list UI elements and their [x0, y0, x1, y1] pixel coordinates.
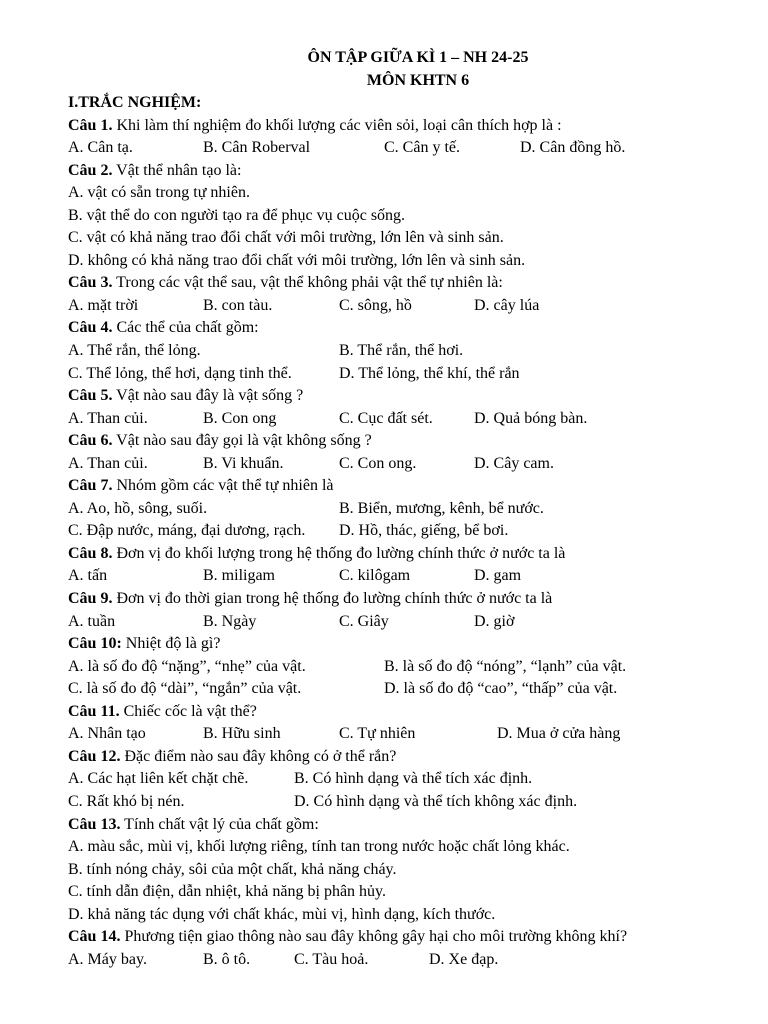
- question-4: [68, 317, 748, 340]
- option-a: A. Các hạt liên kết chặt chẽ.: [68, 770, 249, 788]
- option-d: D. gam: [474, 567, 522, 585]
- option-b: B. ô tô.: [203, 950, 251, 968]
- option-d: D. Hồ, thác, giếng, bể bơi.: [339, 522, 509, 540]
- options-row: [68, 408, 748, 431]
- question-label: Câu 5.: [68, 387, 113, 405]
- section-heading: I.TRẮC NGHIỆM:: [68, 94, 202, 111]
- option-a: A. Ao, hồ, sông, suối.: [68, 499, 208, 517]
- question-text: Nhiệt độ là gì?: [121, 635, 221, 653]
- option-b: B. là số đo độ “nóng”, “lạnh” của vật.: [384, 657, 627, 675]
- options-row: [68, 949, 748, 972]
- option-c: C. sông, hồ: [339, 296, 412, 314]
- question-11: [68, 701, 748, 724]
- option-b: B. Ngày: [203, 612, 257, 630]
- option-d: D. Có hình dạng và thể tích không xác định.: [294, 792, 578, 810]
- options-row: [68, 295, 748, 318]
- option-b: B. Thể rắn, thể hơi.: [339, 342, 464, 360]
- question-label: Câu 13.: [68, 815, 121, 833]
- question-text: Vật nào sau đây là vật sống ?: [112, 387, 304, 405]
- option-b: B. Biển, mương, kênh, bể nước.: [339, 499, 544, 517]
- option-d: D. cây lúa: [474, 296, 540, 314]
- doc-title: ÔN TẬP GIỮA KÌ 1 – NH 24-25: [307, 49, 529, 66]
- question-text: Trong các vật thể sau, vật thể không phải vật thể tự nhiên là:: [112, 274, 503, 292]
- question-label: Câu 2.: [68, 161, 113, 179]
- option-c: C. Đập nước, máng, đại dương, rạch.: [68, 522, 306, 540]
- question-10: [68, 633, 748, 656]
- option-c: C. Thể lỏng, thể hơi, dạng tinh thể.: [68, 364, 292, 382]
- option-b: B. con tàu.: [203, 296, 273, 314]
- question-label: Câu 3.: [68, 274, 113, 292]
- question-text: Nhóm gồm các vật thể tự nhiên là: [112, 477, 334, 495]
- question-label: Câu 1.: [68, 116, 113, 134]
- option-c: C. Rất khó bị nén.: [68, 792, 185, 810]
- question-text: Đơn vị đo thời gian trong hệ thống đo lường chính thức ở nước ta là: [112, 590, 553, 608]
- question-text: Tính chất vật lý của chất gồm:: [120, 815, 319, 833]
- question-label: Câu 6.: [68, 432, 113, 450]
- question-text: Đặc điểm nào sau đây không có ở thể rắn?: [120, 747, 397, 765]
- option-d: D. Xe đạp.: [429, 950, 499, 968]
- option-a: A. Nhân tạo: [68, 725, 146, 743]
- options-row: [68, 565, 748, 588]
- options-row: [68, 498, 748, 521]
- question-label: Câu 11.: [68, 702, 120, 720]
- option-c: C. Cục đất sét.: [339, 409, 433, 427]
- option-d: D. Quả bóng bàn.: [474, 409, 588, 427]
- question-label: Câu 10:: [68, 635, 122, 653]
- question-text: Vật thể nhân tạo là:: [112, 161, 242, 179]
- option-a: A. tuần: [68, 612, 116, 630]
- option-d: D. không có khả năng trao đổi chất với môi trường, lớn lên và sinh sản.: [68, 251, 526, 269]
- option-d: D. Cân đồng hồ.: [520, 139, 626, 157]
- options-row: [68, 656, 748, 679]
- option-a: A. Máy bay.: [68, 950, 147, 968]
- options-row: [68, 453, 748, 476]
- option-c: C. Cân y tế.: [384, 139, 460, 157]
- option-a: A. tấn: [68, 567, 108, 585]
- option-a: A. là số đo độ “nặng”, “nhẹ” của vật.: [68, 657, 306, 675]
- option-b: B. tính nóng chảy, sôi của một chất, khả năng cháy.: [68, 860, 397, 878]
- question-13: [68, 814, 748, 837]
- options-row: [68, 340, 748, 363]
- question-text: Phương tiện giao thông nào sau đây không gây hại cho môi trường không khí?: [120, 928, 628, 946]
- option-a: A. Thể rắn, thể lỏng.: [68, 342, 201, 360]
- question-label: Câu 9.: [68, 590, 113, 608]
- question-text: Chiếc cốc là vật thể?: [119, 702, 257, 720]
- option-a: A. Than củi.: [68, 409, 148, 427]
- option-b: B. Có hình dạng và thể tích xác định.: [294, 770, 533, 788]
- option-d: D. là số đo độ “cao”, “thấp” của vật.: [384, 680, 618, 698]
- question-text: Khi làm thí nghiệm đo khối lượng các viên sỏi, loại cân thích hợp là :: [112, 116, 562, 134]
- option-b: B. Con ong: [203, 409, 277, 427]
- option-c: C. Tự nhiên: [339, 725, 416, 743]
- options-row: [68, 520, 748, 543]
- option-d: D. Cây cam.: [474, 454, 554, 472]
- option-c: C. Con ong.: [339, 454, 417, 472]
- question-label: Câu 7.: [68, 477, 113, 495]
- option-c: C. là số đo độ “dài”, “ngắn” của vật.: [68, 680, 302, 698]
- question-text: Vật nào sau đây gọi là vật không sống ?: [112, 432, 372, 450]
- option-b: B. Cân Roberval: [203, 139, 311, 157]
- document-page: [68, 47, 748, 971]
- question-14: [68, 926, 748, 949]
- option-a: A. Cân tạ.: [68, 139, 133, 157]
- options-row: [68, 791, 748, 814]
- question-text: Đơn vị đo khối lượng trong hệ thống đo lường chính thức ở nước ta là: [112, 544, 566, 562]
- option-c: C. tính dẫn điện, dẫn nhiệt, khả năng bị phân hủy.: [68, 883, 387, 901]
- option-a: A. Than củi.: [68, 454, 148, 472]
- doc-subtitle: MÔN KHTN 6: [366, 71, 470, 89]
- option-c: C. Tàu hoả.: [294, 950, 369, 968]
- question-6: [68, 430, 748, 453]
- option-b: B. Vi khuẩn.: [203, 454, 284, 472]
- options-row: [68, 611, 748, 634]
- question-2: [68, 160, 748, 183]
- question-label: Câu 4.: [68, 319, 113, 337]
- question-9: [68, 588, 748, 611]
- option-d: D. Thể lỏng, thể khí, thể rắn: [339, 364, 520, 382]
- question-label: Câu 14.: [68, 928, 121, 946]
- question-8: [68, 543, 748, 566]
- question-5: [68, 385, 748, 408]
- option-c: C. Giây: [339, 612, 389, 630]
- option-b: B. Hữu sinh: [203, 725, 281, 743]
- option-d: D. Mua ở cửa hàng: [497, 725, 621, 743]
- options-row: [68, 363, 748, 386]
- question-label: Câu 12.: [68, 747, 121, 765]
- options-row: [68, 678, 748, 701]
- options-row: [68, 768, 748, 791]
- options-row: [68, 137, 748, 160]
- question-7: [68, 475, 748, 498]
- option-c: C. kilôgam: [339, 567, 411, 585]
- question-text: Các thể của chất gồm:: [112, 319, 259, 337]
- question-3: [68, 272, 748, 295]
- question-label: Câu 8.: [68, 544, 113, 562]
- option-c: C. vật có khả năng trao đổi chất với môi trường, lớn lên và sinh sản.: [68, 229, 504, 247]
- option-d: D. giờ: [474, 612, 515, 630]
- options-row: [68, 723, 748, 746]
- option-b: B. miligam: [203, 567, 275, 585]
- option-a: A. vật có sẵn trong tự nhiên.: [68, 184, 250, 202]
- option-d: D. khả năng tác dụng với chất khác, mùi vị, hình dạng, kích thước.: [68, 905, 496, 923]
- option-a: A. mặt trời: [68, 296, 139, 314]
- question-12: [68, 746, 748, 769]
- question-1: [68, 115, 748, 138]
- option-b: B. vật thể do con người tạo ra để phục vụ cuộc sống.: [68, 206, 406, 224]
- option-a: A. màu sắc, mùi vị, khối lượng riêng, tính tan trong nước hoặc chất lỏng khác.: [68, 838, 570, 856]
